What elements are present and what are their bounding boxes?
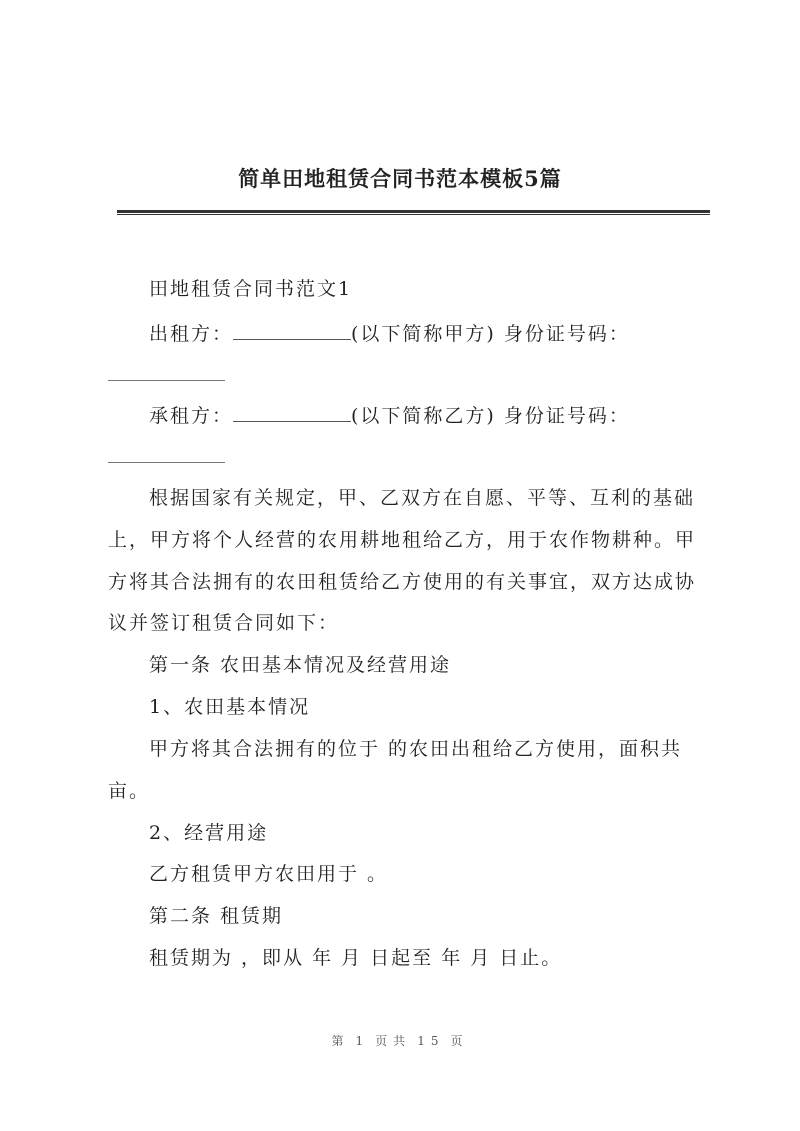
- current-page: 1: [355, 1034, 370, 1048]
- intro-line-4: 议并签订租赁合同如下：: [108, 612, 340, 634]
- article1-title: 第一条 农田基本情况及经营用途: [149, 654, 452, 676]
- item2-text: 乙方租赁甲方农田用于 。: [149, 863, 389, 885]
- lessor-suffix: (以下简称甲方) 身份证号码：: [351, 323, 630, 345]
- lessee-line: [149, 403, 749, 428]
- item1-line-1: 甲方将其合法拥有的位于 的农田出租给乙方使用，面积共: [149, 738, 683, 760]
- lessor-name-blank: [233, 321, 351, 340]
- intro-line-1: 根据国家有关规定，甲、乙双方在自愿、平等、互利的基础: [149, 487, 696, 509]
- footer-middle: 页共: [375, 1034, 412, 1048]
- lessor-label: 出租方：: [149, 323, 234, 345]
- lessee-suffix: (以下简称乙方) 身份证号码：: [351, 405, 630, 427]
- footer-suffix: 页: [450, 1034, 469, 1048]
- item1-line-2: 亩。: [108, 780, 151, 802]
- total-pages: 15: [417, 1034, 445, 1048]
- document-title: 简单田地租赁合同书范本模板5篇: [238, 166, 562, 191]
- lessor-id-blank: [108, 380, 225, 381]
- lessee-label: 承租方：: [149, 405, 234, 427]
- item1-title: 1、农田基本情况: [149, 696, 311, 718]
- lessor-line: [149, 321, 749, 346]
- article2-text: 租赁期为 ，即从 年 月 日起至 年 月 日止。: [149, 947, 563, 969]
- intro-line-2: 上，甲方将个人经营的农用耕地租给乙方，用于农作物耕种。甲: [108, 529, 697, 551]
- intro-line-3: 方将其合法拥有的农田租赁给乙方使用的有关事宜，双方达成协: [108, 571, 697, 593]
- title-divider: [117, 210, 710, 215]
- article2-title: 第二条 租赁期: [149, 905, 284, 927]
- lessee-id-blank: [108, 462, 225, 463]
- lessee-name-blank: [233, 403, 351, 422]
- section-heading: 田地租赁合同书范文1: [149, 278, 353, 300]
- page-footer: [0, 1032, 800, 1049]
- footer-prefix: 第: [331, 1034, 350, 1048]
- item2-title: 2、经营用途: [149, 822, 269, 844]
